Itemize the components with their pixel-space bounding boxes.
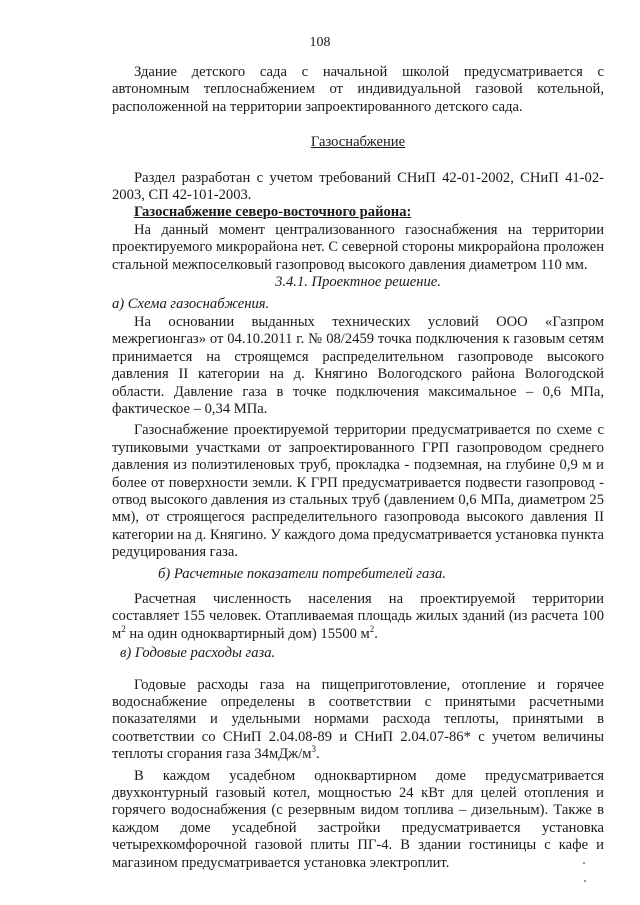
district-paragraph: На данный момент централизованного газоснабжения на территории проектируемого микрорайона нет. С северной стороны микрорайона проложен стальной межпоселковый газопровод высокого давления диаметром 110 мм. bbox=[112, 221, 604, 273]
square-superscript: 2 bbox=[121, 623, 126, 634]
section-intro: Раздел разработан с учетом требований СНиП 42-01-2002, СНиП 41-02-2003, СП 42-101-2003. bbox=[112, 169, 604, 204]
page-number: 108 bbox=[309, 35, 331, 50]
annual-paragraph-1 bbox=[112, 677, 604, 764]
intro-paragraph: Здание детского сада с начальной школой предусматривается с автономным теплоснабжением от индивидуальной газовой котельной, расположенной на территории запроектированного детского сада. bbox=[112, 64, 604, 115]
scan-speck bbox=[583, 862, 585, 864]
scan-speck bbox=[584, 880, 586, 882]
cubic-superscript: 3 bbox=[311, 744, 317, 755]
annual-text: Годовые расходы газа на пищеприготовление, отопление и горячее водоснабжение определены в соответствии с принятыми расчетными показателями и удельными нормами расхода теплоты, принятыми в соответствии со СНиП 2.04.08-89 и СНиП 2.04.07-86* с учетом величины теплоты сгорания газа 34мДж/м bbox=[112, 676, 604, 763]
consumers-text-b: на один одноквартирный дом) 15500 м bbox=[125, 625, 370, 642]
page-content bbox=[112, 64, 604, 872]
subsection-title: 3.4.1. Проектное решение. bbox=[275, 274, 441, 291]
scheme-paragraph-2: Газоснабжение проектируемой территории предусматривается по схеме с тупиковыми участками от запроектированного ГРП газопроводом среднего давления из полиэтиленовых труб, прокладка - подземная, на глубине 0,9 м и более от поверхности земли. К ГРП предусматривается подвести газопровод - отвод высокого давления из стальных труб (давлением 0,6 МПа, диаметром 25 мм), от строящегося распределительного газопровода высокого давления II категории на д. Княгино. У каждого дома предусматривается установка пункта редуцирования газа. bbox=[112, 422, 605, 561]
annual-text-end: . bbox=[316, 746, 320, 763]
section-title: Газоснабжение bbox=[310, 134, 406, 151]
consumers-text-c: . bbox=[374, 625, 378, 642]
scheme-heading: а) Схема газоснабжения. bbox=[112, 296, 270, 313]
square-superscript: 2 bbox=[369, 623, 375, 634]
consumers-heading: б) Расчетные показатели потребителей газа. bbox=[158, 565, 446, 582]
annual-paragraph-2: В каждом усадебном одноквартирном доме предусматривается двухконтурный газовый котел, мощностью 24 кВт для целей отопления и горячего водоснабжения (с резервным видом топлива – дизельным). Также в каждом доме усадебной застройки предусматривается установка четырехкомфорочной газовой плиты ПГ-4. В здании гостиницы с кафе и магазином предусматривается установка электроплит. bbox=[112, 767, 604, 871]
annual-heading: в) Годовые расходы газа. bbox=[120, 645, 276, 662]
district-heading: Газоснабжение северо-восточного района: bbox=[134, 204, 412, 221]
consumers-text-a: Расчетная численность населения на проектируемой территории составляет 155 человек. Отапливаемая площадь жилых зданий (из расчета 100 м bbox=[112, 590, 604, 642]
scheme-paragraph-1: На основании выданных технических условий ООО «Газпром межрегионгаз» от 04.10.2011 г. № 08/2459 точка подключения к газовым сетям принимается на строящемся распределительном газопроводе высокого давления II категории на д. Княгино Вологодского района Вологодской области. Давление газа в точке подключения максимальное – 0,6 МПа, фактическое – 0,34 МПа. bbox=[112, 313, 604, 417]
consumers-paragraph bbox=[112, 591, 604, 643]
